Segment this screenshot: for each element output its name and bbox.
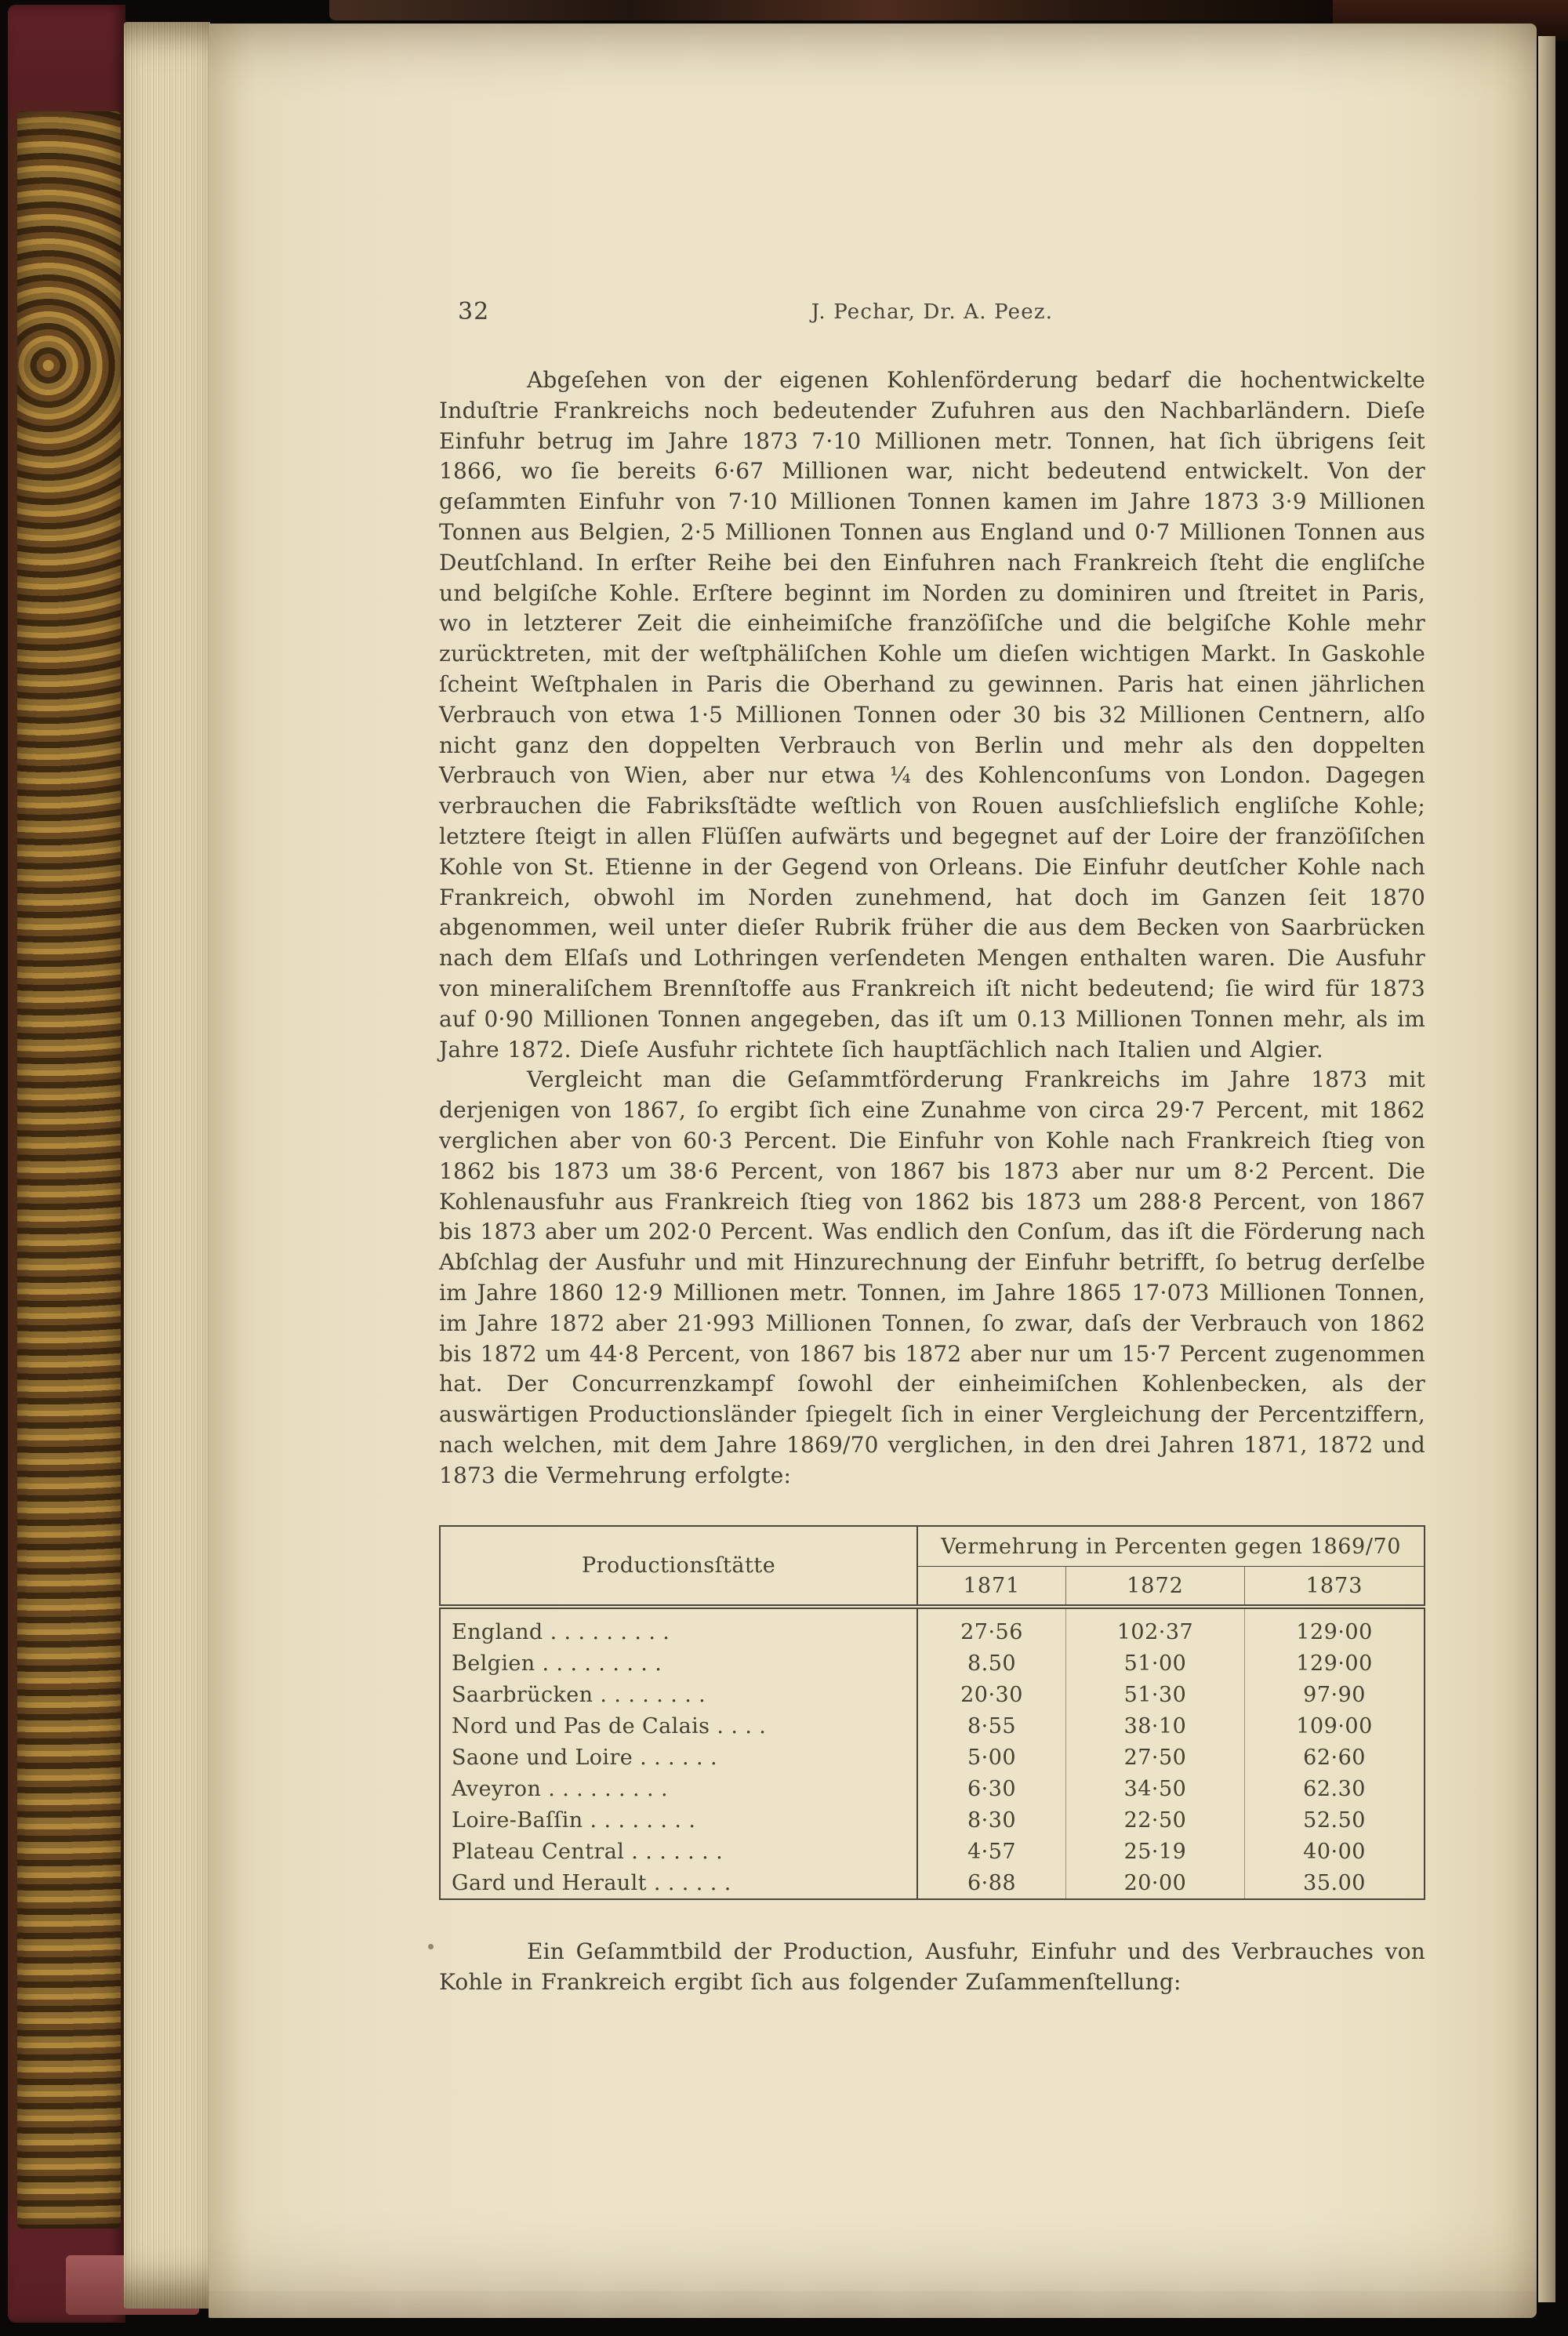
marbled-cover-paper	[17, 111, 121, 2229]
running-header	[439, 298, 1425, 331]
table-row	[440, 1867, 1425, 1899]
paragraph-imports: Abgeſehen von der eigenen Kohlenförderung bedarf die hochentwickelte Induſtrie Frankreichs noch bedeutender Zufuhren aus den Nachbarländern. Dieſe Einfuhr betrug im Jahre 1873 7·10 Millionen metr. Tonnen, hat ſich übrigens ſeit 1866, wo ſie bereits 6·67 Millionen war, nicht bedeutend entwickelt. Von der geſammten Einfuhr von 7·10 Millionen Tonnen kamen im Jahre 1873 3·9 Millionen Tonnen aus Belgien, 2·5 Millionen Tonnen aus England und 0·7 Millionen Tonnen aus Deutſchland. In erſter Reihe bei den Einfuhren nach Frankreich ſteht die engliſche und belgiſche Kohle. Erſtere beginnt im Norden zu dominiren und ſtreitet in Paris, wo in letzterer Zeit die einheimiſche franzöſiſche und die belgiſche Kohle mehr zurücktreten, mit der weſtphäliſchen Kohle um dieſen wichtigen Markt. In Gaskohle ſcheint Weſtphalen in Paris die Oberhand zu gewinnen. Paris hat einen jährlichen Verbrauch von etwa 1·5 Millionen Tonnen oder 30 bis 32 Millionen Centnern, alſo nicht ganz den doppelten Verbrauch von Berlin und mehr als den doppelten Verbrauch von Wien, aber nur etwa ¼ des Kohlenconſums von London. Dagegen verbrauchen die Fabriksſtädte weſtlich von Rouen ausſchliefslich engliſche Kohle; letztere ſteigt in allen Flüſſen aufwärts und begegnet auf der Loire der franzöſiſchen Kohle von St. Etienne in der Gegend von Orleans. Die Einfuhr deutſcher Kohle nach Frankreich, obwohl im Norden zunehmend, hat doch im Ganzen ſeit 1870 abgenommen, weil unter dieſer Rubrik früher die aus dem Becken von Saarbrücken nach dem Elſaſs und Lothringen verſendeten Mengen enthalten waren. Die Ausfuhr von mineraliſchem Brennſtoffe aus Frankreich iſt nicht bedeutend; ſie wird für 1873 auf 0·90 Millionen Tonnen angegeben, das iſt um 0.13 Millionen Tonnen mehr, als im Jahre 1872. Dieſe Ausfuhr richtete ſich hauptſächlich nach Italien und Algier.	[439, 367, 1425, 1063]
table-row	[440, 1679, 1425, 1710]
row-label: England . . . . . . . . .	[440, 1607, 917, 1648]
cell-value: 4·57	[917, 1836, 1065, 1867]
cell-value: 129·00	[1296, 1651, 1373, 1676]
cell-value: 8.50	[917, 1648, 1065, 1679]
cell-value: 27·56	[917, 1607, 1065, 1648]
row-label: Loire-Baſſin . . . . . . . .	[440, 1804, 917, 1836]
paragraph-closing: Ein Geſammtbild der Production, Ausfuhr, Einfuhr und des Verbrauches von Kohle in Frankreich ergibt ſich aus folgender Zuſammenſtellung:	[439, 1938, 1425, 1996]
cell-value: 8·55	[917, 1710, 1065, 1742]
cell-value: 97·90	[1303, 1682, 1366, 1707]
paragraph-comparison: Vergleicht man die Geſammtförderung Frankreichs im Jahre 1873 mit derjenigen von 1867, ſo ergibt ſich eine Zunahme von circa 29·7 Percent, mit 1862 verglichen aber von 60·3 Percent. Die Einfuhr von Kohle nach Frankreich ſtieg von 1862 bis 1873 um 38·6 Percent, von 1867 bis 1873 aber nur um 8·2 Percent. Die Kohlenausfuhr aus Frankreich ſtieg von 1862 bis 1873 um 288·8 Percent, von 1867 bis 1873 aber um 202·0 Percent. Was endlich den Conſum, das iſt die Förderung nach Abſchlag der Ausfuhr und mit Hinzurechnung der Einfuhr betrifft, ſo betrug derſelbe im Jahre 1860 12·9 Millionen metr. Tonnen, im Jahre 1865 17·073 Millionen Tonnen, im Jahre 1872 aber 21·993 Millionen Tonnen, ſo zwar, daſs der Verbrauch von 1862 bis 1872 um 44·8 Percent, von 1867 bis 1872 aber nur um 15·7 Percent zugenommen hat. Der Concurrenzkampf ſowohl der einheimiſchen Kohlenbecken, als der auswärtigen Productionsländer ſpiegelt ſich in einer Vergleichung der Percentziffern, nach welchen, mit dem Jahre 1869/70 verglichen, in den drei Jahren 1871, 1872 und 1873 die Vermehrung erfolgte:	[439, 1066, 1425, 1488]
cell-value: 62.30	[1303, 1776, 1366, 1801]
year-header-1871: 1871	[917, 1567, 1065, 1608]
page-edge-stack	[124, 22, 210, 2309]
cell-value: 8·30	[917, 1804, 1065, 1836]
page-number: 32	[458, 298, 490, 325]
cell-value: 6·30	[917, 1773, 1065, 1804]
row-label: Belgien . . . . . . . . .	[440, 1648, 917, 1679]
row-label: Plateau Central . . . . . . .	[440, 1836, 917, 1867]
next-page-sliver	[1538, 36, 1555, 2302]
cell-value: 22·50	[1065, 1804, 1244, 1836]
cell-value: 51·30	[1065, 1679, 1244, 1710]
running-header-title: J. Pechar, Dr. A. Peez.	[811, 300, 1054, 324]
table-row	[440, 1804, 1425, 1836]
page-content	[439, 298, 1425, 1997]
table-row	[440, 1607, 1425, 1648]
cell-value: 38·10	[1065, 1710, 1244, 1742]
cell-value: 102·37	[1065, 1607, 1244, 1648]
row-label: Saone und Loire . . . . . .	[440, 1742, 917, 1773]
column-header-production-site: Productionsſtätte	[440, 1526, 917, 1607]
table-row	[440, 1836, 1425, 1867]
cell-value: 20·30	[917, 1679, 1065, 1710]
cell-value: 52.50	[1303, 1807, 1366, 1833]
row-label: Gard und Herault . . . . . .	[440, 1867, 917, 1899]
column-group-header: Vermehrung in Percenten gegen 1869/70	[917, 1526, 1425, 1567]
cell-value: 6·88	[917, 1867, 1065, 1899]
row-label: Aveyron . . . . . . . . .	[440, 1773, 917, 1804]
production-increase-table	[439, 1525, 1425, 1900]
cell-value: 40·00	[1303, 1839, 1366, 1864]
year-header-1872: 1872	[1065, 1567, 1244, 1608]
cell-value: 51·00	[1065, 1648, 1244, 1679]
cell-value: 129·00	[1296, 1619, 1373, 1644]
cell-value: 109·00	[1296, 1713, 1373, 1738]
cell-value: 5·00	[917, 1742, 1065, 1773]
cell-value: 27·50	[1065, 1742, 1244, 1773]
cell-value: 62·60	[1303, 1745, 1366, 1770]
table-row	[440, 1710, 1425, 1742]
table-row	[440, 1648, 1425, 1679]
row-label: Saarbrücken . . . . . . . .	[440, 1679, 917, 1710]
table-row	[440, 1773, 1425, 1804]
cell-value: 25·19	[1065, 1836, 1244, 1867]
table-row	[440, 1742, 1425, 1773]
cell-value: 20·00	[1065, 1867, 1244, 1899]
table-header-row	[440, 1526, 1425, 1567]
year-header-1873: 1873	[1245, 1567, 1425, 1608]
cell-value: 34·50	[1065, 1773, 1244, 1804]
cell-value: 35.00	[1303, 1870, 1366, 1895]
row-label: Nord und Pas de Calais . . . .	[440, 1710, 917, 1742]
book-top-edge	[329, 0, 1333, 20]
